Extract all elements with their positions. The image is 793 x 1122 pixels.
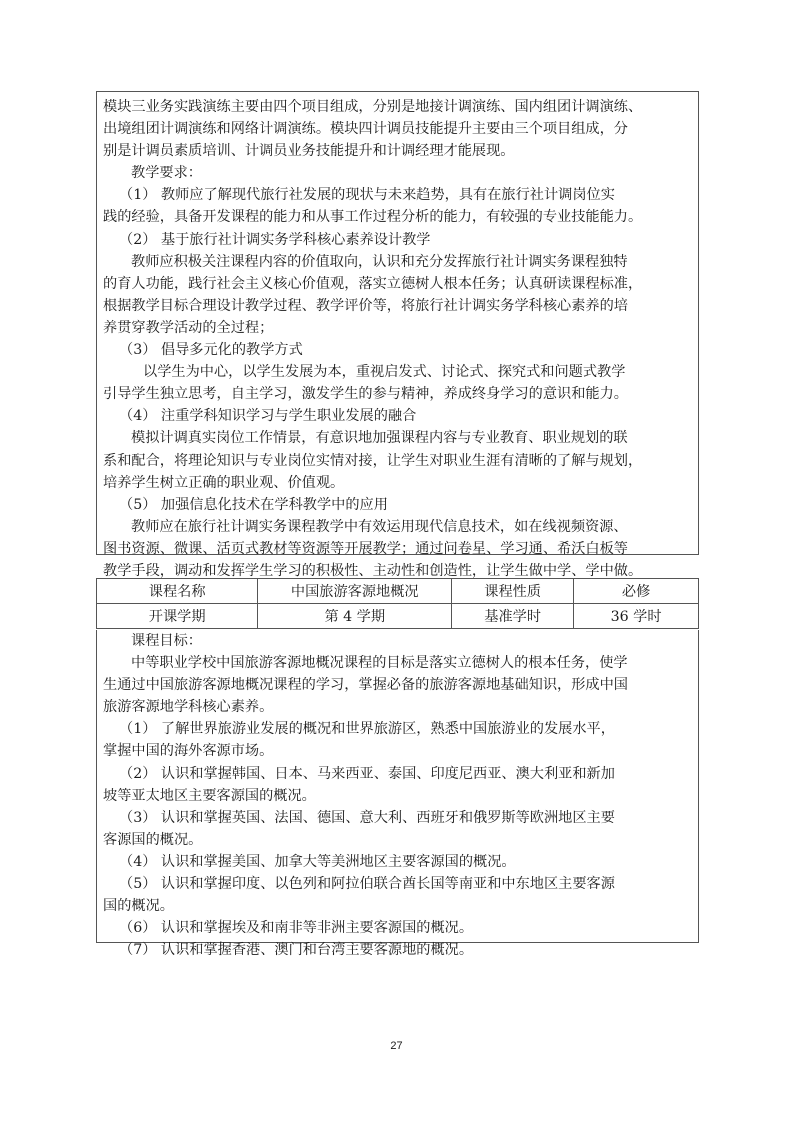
list-item: （7） 认识和掌握香港、澳门和台湾主要客源地的概况。 (119, 942, 474, 959)
text-line: 旅游客源地学科核心素养。 (103, 699, 274, 716)
list-item: （3） 认识和掌握英国、法国、德国、意大利、西班牙和俄罗斯等欧洲地区主要 (119, 809, 615, 826)
text-line: 养贯穿教学活动的全过程； (103, 319, 274, 336)
text-line: 生通过中国旅游客源地概况课程的学习，掌握必备的旅游客源地基础知识，形成中国 (103, 677, 628, 694)
table-row (97, 579, 699, 604)
course-type-label: 课程性质 (452, 579, 574, 604)
text-line: 根据教学目标合理设计教学过程、教学评价等，将旅行社计调实务学科核心素养的培 (103, 297, 628, 314)
course-name-value: 中国旅游客源地概况 (258, 579, 452, 604)
text-line: 图书资源、微课、活页式教材等资源等开展教学；通过问卷星、学习通、希沃白板等 (103, 540, 628, 557)
section-heading: 课程目标： (131, 633, 202, 649)
teaching-requirements-section (96, 91, 699, 579)
text-line: 的育人功能，践行社会主义核心价值观，落实立德树人根本任务；认真研读课程标准， (103, 275, 643, 292)
page-number: 27 (390, 1040, 403, 1052)
text-line: 以学生为中心，以学生发展为本，重视启发式、讨论式、探究式和问题式教学 (143, 364, 626, 381)
list-item: （5） 认识和掌握印度、以色列和阿拉伯联合酋长国等南亚和中东地区主要客源 (119, 876, 615, 893)
list-item: （1） 了解世界旅游业发展的概况和世界旅游区，熟悉中国旅游业的发展水平， (119, 721, 615, 738)
list-item: （2） 基于旅行社计调实务学科核心素养设计教学 (119, 231, 431, 248)
text-line: 模拟计调真实岗位工作情景，有意识地加强课程内容与专业教育、职业规划的联 (131, 430, 628, 447)
table-row (97, 604, 699, 629)
text-line: 掌握中国的海外客源市场。 (103, 743, 274, 760)
course-objectives-section (96, 630, 699, 959)
list-item: （6） 认识和掌握埃及和南非等非洲主要客源国的概况。 (119, 920, 474, 937)
text-line: 教师应积极关注课程内容的价值取向，认识和充分发挥旅行社计调实务课程独特 (131, 253, 628, 270)
semester-label: 开课学期 (97, 604, 258, 629)
list-item: （2） 认识和掌握韩国、日本、马来西亚、泰国、印度尼西亚、澳大利亚和新加 (119, 765, 615, 782)
text-line: 践的经验，具备开发课程的能力和从事工作过程分析的能力，有较强的专业技能能力。 (103, 209, 643, 226)
text-line: 客源国的概况。 (103, 831, 203, 848)
text-line: 系和配合，将理论知识与专业岗位实情对接，让学生对职业生涯有清晰的了解与规划， (103, 452, 643, 469)
text-line: 引导学生独立思考，自主学习，激发学生的参与精神，养成终身学习的意识和能力。 (103, 386, 628, 403)
text-line: 教师应在旅行社计调实务课程教学中有效运用现代信息技术，如在线视频资源、 (131, 518, 628, 535)
section-heading: 教学要求： (131, 165, 202, 182)
course-name-label: 课程名称 (97, 579, 258, 604)
list-item: （1） 教师应了解现代旅行社发展的现状与未来趋势，具有在旅行社计调岗位实 (119, 187, 615, 204)
course-info-table (96, 578, 699, 629)
text-line: 坡等亚太地区主要客源国的概况。 (103, 787, 316, 804)
list-item: （5） 加强信息化技术在学科教学中的应用 (119, 496, 388, 513)
text-line: 培养学生树立正确的职业观、价值观。 (103, 474, 345, 491)
course-type-value: 必修 (574, 579, 699, 604)
text-line: 模块三业务实践演练主要由四个项目组成，分别是地接计调演练、国内组团计调演练、 (103, 99, 643, 115)
text-line: 出境组团计调演练和网络计调演练。模块四计调员技能提升主要由三个项目组成，分 (103, 121, 628, 138)
text-line: 别是计调员素质培训、计调员业务技能提升和计调经理才能展现。 (103, 143, 515, 160)
semester-value: 第 4 学期 (258, 604, 452, 629)
text-line: 中等职业学校中国旅游客源地概况课程的目标是落实立德树人的根本任务，使学 (131, 655, 628, 672)
hours-value: 36 学时 (574, 604, 699, 629)
hours-label: 基准学时 (452, 604, 574, 629)
text-line: 国的概况。 (103, 898, 174, 915)
list-item: （3） 倡导多元化的教学方式 (119, 342, 303, 359)
list-item: （4） 注重学科知识学习与学生职业发展的融合 (119, 408, 417, 425)
list-item: （4） 认识和掌握美国、加拿大等美洲地区主要客源国的概况。 (119, 853, 516, 870)
text-line: 教学手段，调动和发挥学生学习的积极性、主动性和创造性，让学生做中学、学中做。 (103, 562, 643, 579)
